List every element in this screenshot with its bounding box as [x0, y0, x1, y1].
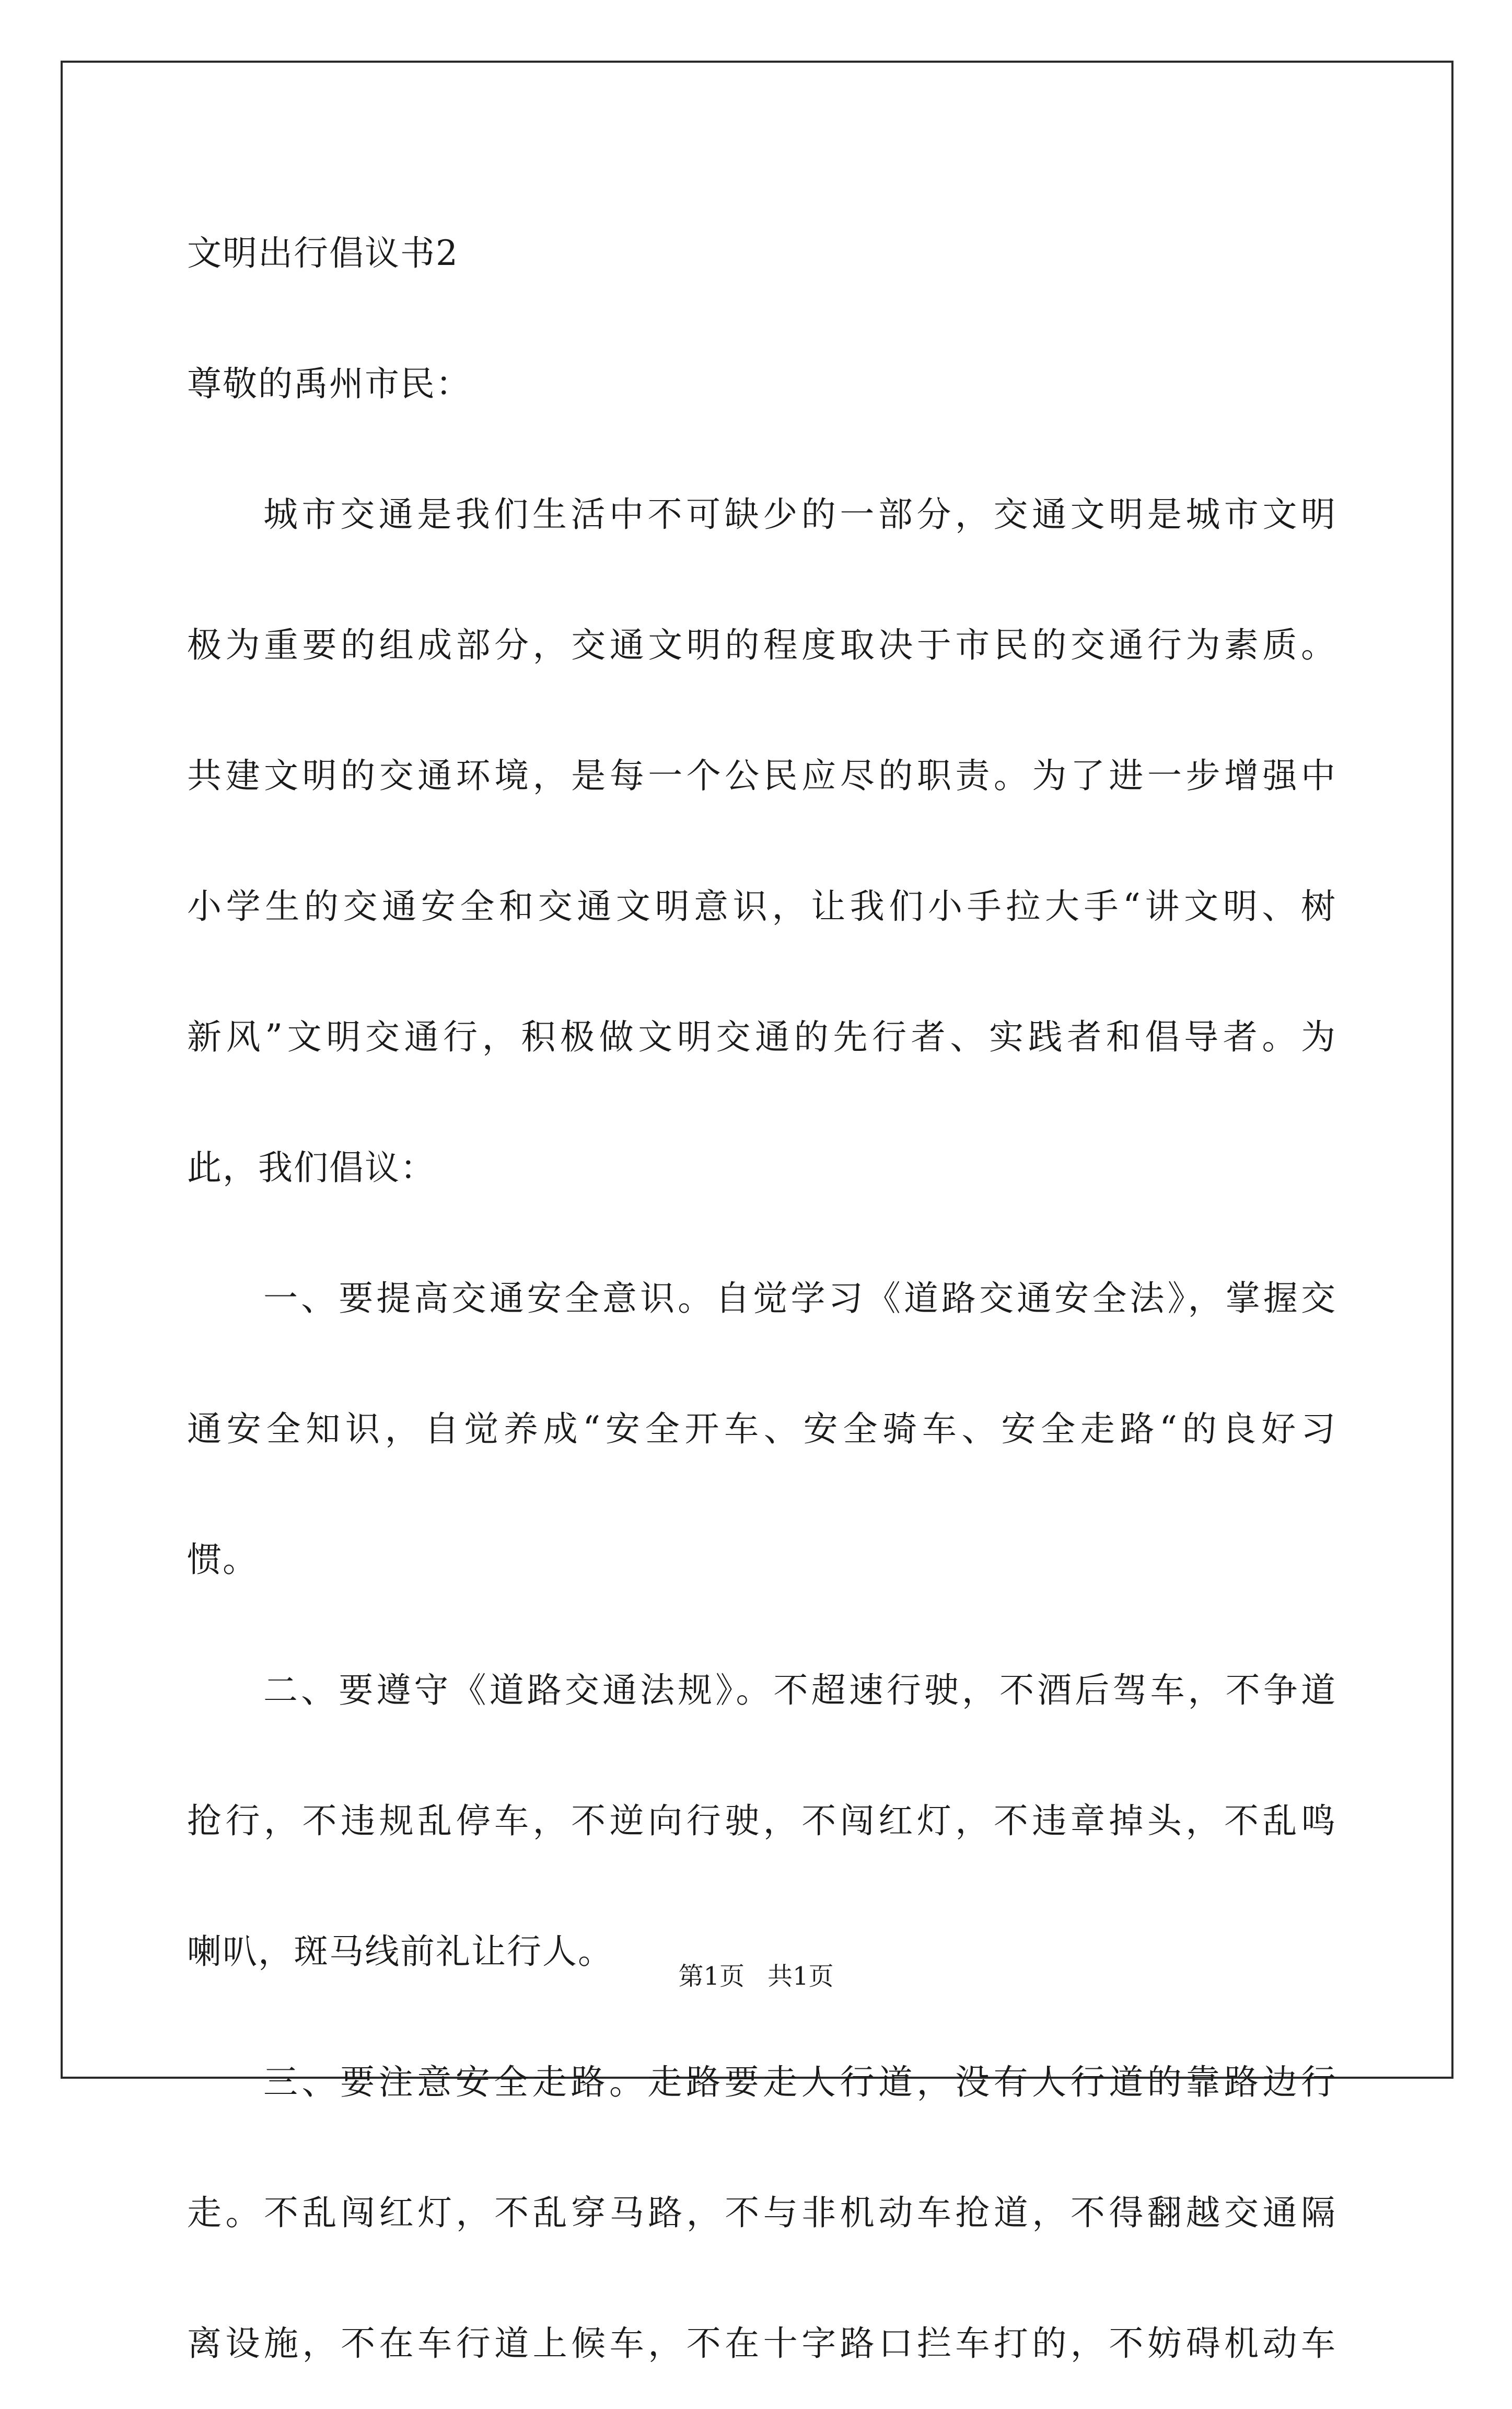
salutation: 尊敬的禹州市民：: [187, 364, 471, 404]
paragraph-line: 通安全知识，自觉养成“安全开车、安全骑车、安全走路“的良好习: [187, 1409, 1336, 1449]
paragraph-line: 一、要提高交通安全意识。自觉学习《道路交通安全法》，掌握交: [263, 1278, 1336, 1318]
paragraph-line: 三、要注意安全走路。走路要走人行道，没有人行道的靠路边行: [263, 2062, 1336, 2102]
paragraph-intro: [187, 449, 1336, 1233]
paragraph-line: 此，我们倡议：: [187, 1148, 436, 1188]
paragraph-line: 走。不乱闯红灯，不乱穿马路，不与非机动车抢道，不得翻越交通隔: [187, 2193, 1336, 2233]
paragraph-line: 抢行，不违规乱停车，不逆向行驶，不闯红灯，不违章掉头，不乱鸣: [187, 1801, 1336, 1841]
paragraph-line: 二、要遵守《道路交通法规》。不超速行驶，不酒后驾车，不争道: [263, 1670, 1336, 1710]
paragraph-line: 极为重要的组成部分，交通文明的程度取决于市民的交通行为素质。: [187, 625, 1336, 665]
paragraph-line: 惯。: [187, 1539, 258, 1580]
paragraph-line: 共建文明的交通环境，是每一个公民应尽的职责。为了进一步增强中: [187, 756, 1336, 796]
page-number: 第1页: [678, 1962, 745, 1991]
document-title: 文明出行倡议书2: [187, 233, 459, 273]
paragraph-line: 新风”文明交通行，积极做文明交通的先行者、实践者和倡导者。为: [187, 1017, 1336, 1057]
paragraph-item-3: [187, 2017, 1336, 2409]
paragraph-line: 城市交通是我们生活中不可缺少的一部分，交通文明是城市文明: [263, 494, 1336, 535]
paragraph-line: 小学生的交通安全和交通文明意识，让我们小手拉大手“讲文明、树: [187, 886, 1336, 926]
paragraph-item-2: [187, 1625, 1336, 2017]
document-body: [187, 188, 1336, 2409]
page-footer: [0, 1961, 1512, 1992]
paragraph-line: 喇叭，斑马线前礼让行人。: [187, 1931, 613, 1972]
paragraph-line: 离设施，不在车行道上候车，不在十字路口拦车打的，不妨碍机动车: [187, 2323, 1336, 2364]
paragraph-item-1: [187, 1233, 1336, 1625]
page-total: 共1页: [767, 1962, 834, 1991]
